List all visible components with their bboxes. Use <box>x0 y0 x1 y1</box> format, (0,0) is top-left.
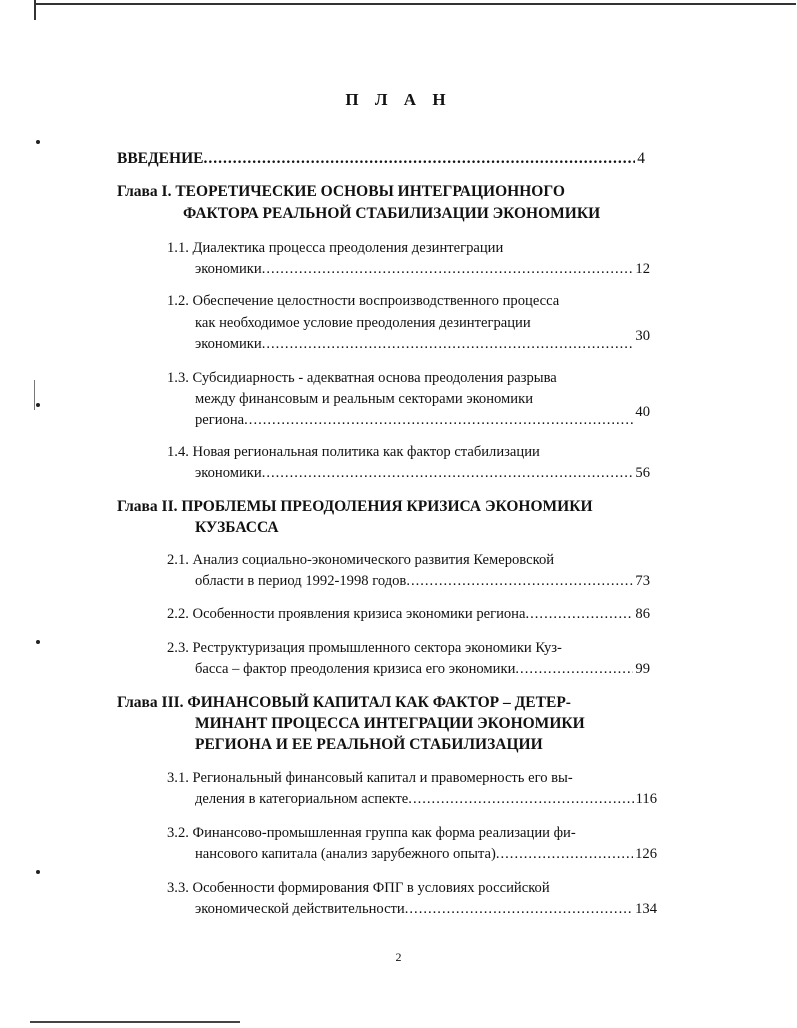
section-3-1-page: 116 <box>635 791 657 807</box>
dot-leader <box>496 846 633 862</box>
section-1-4-line-1: 1.4. Новая региональная политика как фактор стабилизации <box>167 444 540 460</box>
chapter-3-heading-cont-2: РЕГИОНА И ЕЕ РЕАЛЬНОЙ СТАБИЛИЗАЦИИ <box>195 736 543 753</box>
chapter-1-heading: Глава I. ТЕОРЕТИЧЕСКИЕ ОСНОВЫ ИНТЕГРАЦИОННОГО <box>117 183 565 200</box>
chapter-2-heading-cont: КУЗБАССА <box>195 519 279 536</box>
section-1-2-page: 30 <box>635 328 650 344</box>
section-2-2-page: 86 <box>635 606 650 622</box>
section-3-3-line-1: 3.3. Особенности формирования ФПГ в условиях российской <box>167 880 550 896</box>
chapter-3-heading: Глава III. ФИНАНСОВЫЙ КАПИТАЛ КАК ФАКТОР – ДЕТЕР- <box>117 694 571 711</box>
section-1-3-line-1: 1.3. Субсидиарность - адекватная основа преодоления разрыва <box>167 370 557 386</box>
section-3-3-line-2: экономической действительности ..... 134 <box>195 901 657 918</box>
section-2-2-line-1: 2.2. Особенности проявления кризиса экономики региона ..... 86 <box>167 606 650 623</box>
scan-border-top <box>36 3 796 5</box>
chapter-1-heading-cont: ФАКТОРА РЕАЛЬНОЙ СТАБИЛИЗАЦИИ ЭКОНОМИКИ <box>183 205 601 222</box>
section-1-4-line-2: экономики ..... 56 <box>195 465 650 482</box>
section-2-1-line-2: области в период 1992-1998 годов ..... 73 <box>195 573 650 590</box>
section-2-3-line-2: басса – фактор преодоления кризиса его экономики ..... 99 <box>195 661 650 678</box>
dot-leader <box>203 150 635 167</box>
binding-hole-mark <box>36 403 40 407</box>
section-1-2-line-1: 1.2. Обеспечение целостности воспроизводственного процесса <box>167 293 560 309</box>
section-2-1-line-1: 2.1. Анализ социально-экономического развития Кемеровской <box>167 552 555 568</box>
section-1-3-page: 40 <box>635 404 650 420</box>
section-1-4-page: 56 <box>635 465 650 481</box>
section-1-2-line-2: как необходимое условие преодоления дезинтеграции <box>195 315 531 331</box>
section-3-2-line-1: 3.2. Финансово-промышленная группа как форма реализации фи- <box>167 825 576 841</box>
section-1-3-line-3: региона ..... 40 <box>195 412 650 429</box>
binding-hole-mark <box>36 640 40 644</box>
dot-leader <box>408 791 633 807</box>
dot-leader <box>525 606 633 622</box>
dot-leader <box>515 661 633 677</box>
section-3-1-line-2: деления в категориальном аспекте ..... 116 <box>195 791 657 808</box>
section-3-2-line-2: нансового капитала (анализ зарубежного опыта) ..... 126 <box>195 846 657 863</box>
page-number: 2 <box>395 950 402 964</box>
section-2-3-line-1: 2.3. Реструктуризация промышленного сектора экономики Куз- <box>167 640 562 656</box>
section-3-3-page: 134 <box>635 901 657 917</box>
dot-leader <box>406 573 633 589</box>
section-3-1-line-1: 3.1. Региональный финансовый капитал и правомерность его вы- <box>167 770 573 786</box>
toc-intro-page: 4 <box>637 150 645 167</box>
dot-leader <box>262 465 634 481</box>
chapter-2-heading: Глава II. ПРОБЛЕМЫ ПРЕОДОЛЕНИЯ КРИЗИСА ЭКОНОМИКИ <box>117 498 593 515</box>
section-1-1-line-2: экономики ..... 12 <box>195 261 650 278</box>
scan-border-bottom <box>30 1021 240 1023</box>
section-2-3-page: 99 <box>635 661 650 677</box>
chapter-3-heading-cont: МИНАНТ ПРОЦЕССА ИНТЕГРАЦИИ ЭКОНОМИКИ <box>195 715 585 732</box>
dot-leader <box>405 901 633 917</box>
scan-edge-line <box>34 380 35 410</box>
dot-leader <box>262 261 634 277</box>
page-title: П Л А Н <box>345 90 452 109</box>
section-3-2-page: 126 <box>635 846 657 862</box>
toc-intro-label: ВВЕДЕНИЕ <box>117 150 204 167</box>
section-1-1-page: 12 <box>635 261 650 277</box>
section-1-3-line-2: между финансовым и реальным секторами экономики <box>195 391 534 407</box>
binding-hole-mark <box>36 140 40 144</box>
section-1-2-line-3: экономики ..... 30 <box>195 336 650 353</box>
dot-leader <box>262 336 634 352</box>
dot-leader <box>244 412 633 428</box>
section-2-1-page: 73 <box>635 573 650 589</box>
toc-intro <box>117 150 645 168</box>
scan-border-left <box>34 0 36 20</box>
binding-hole-mark <box>36 870 40 874</box>
section-1-1-line-1: 1.1. Диалектика процесса преодоления дезинтеграции <box>167 240 504 256</box>
